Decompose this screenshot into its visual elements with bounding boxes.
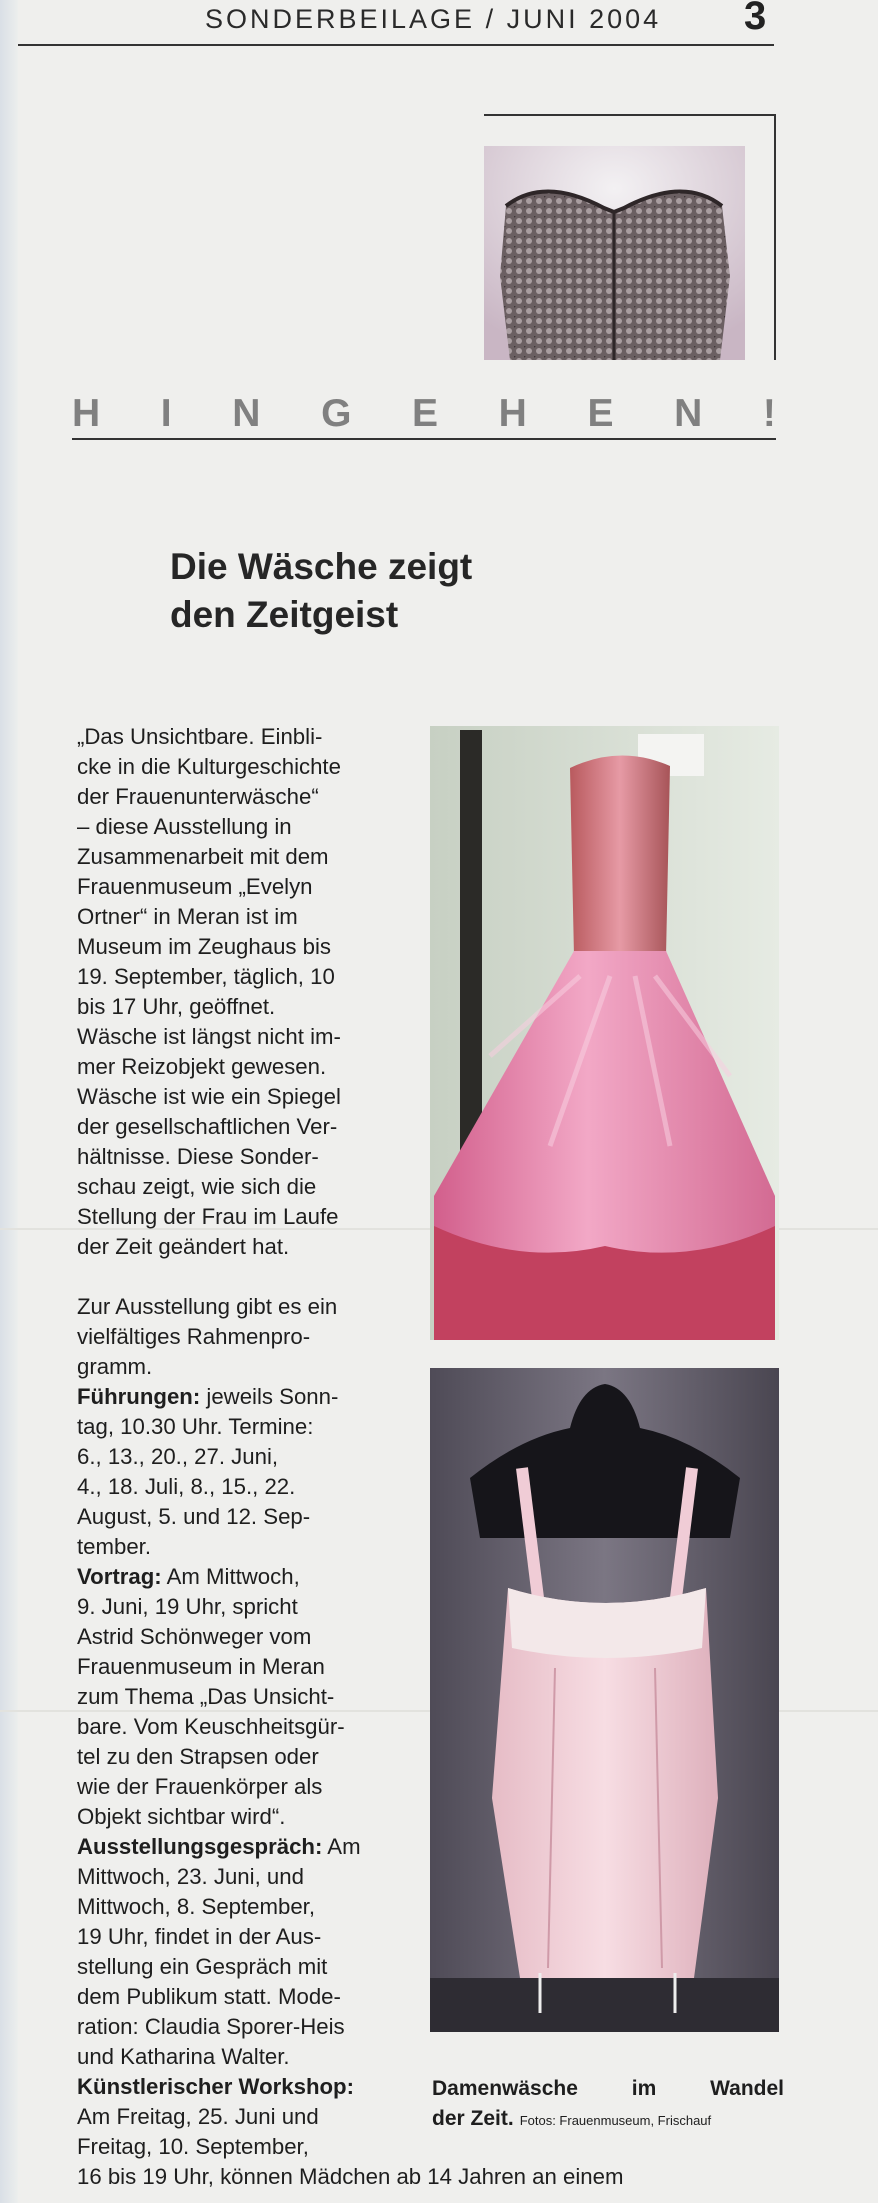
paper-edge: [0, 0, 18, 2203]
body-line: stellung ein Gespräch mit: [77, 1954, 328, 1979]
photo-frame-right: [774, 114, 776, 360]
body-text: Am Mittwoch,: [161, 1564, 300, 1589]
body-line: Frauenmuseum in Meran: [77, 1654, 325, 1679]
body-line: Am Freitag, 25. Juni und: [77, 2104, 319, 2129]
body-line: Astrid Schönweger vom: [77, 1624, 312, 1649]
kicker-letter: G: [321, 392, 352, 435]
body-line: Frauenmuseum „Evelyn: [77, 874, 313, 899]
kicker-letter: E: [412, 392, 439, 435]
photo-caption: [432, 2074, 784, 2136]
program-intro: [77, 1292, 413, 1382]
body-line: ration: Claudia Sporer-Heis: [77, 2014, 345, 2039]
article-headline: [170, 543, 650, 639]
caption-word: Wandel: [710, 2077, 784, 2100]
kicker-letter: !: [762, 392, 776, 435]
headline-line: Die Wäsche zeigt: [170, 546, 473, 587]
body-line: bis 17 Uhr, geöffnet.: [77, 994, 276, 1019]
body-line: Zur Ausstellung gibt es ein: [77, 1294, 338, 1319]
section-label: Ausstellungsgespräch:: [77, 1834, 323, 1859]
body-line: August, 5. und 12. Sep-: [77, 1504, 311, 1529]
body-line: vielfältiges Rahmenpro-: [77, 1324, 311, 1349]
corselet-photo: [430, 1368, 779, 2032]
body-line: Stellung der Frau im Laufe: [77, 1204, 339, 1229]
body-line: 19. September, täglich, 10: [77, 964, 335, 989]
kicker-letter: H: [498, 392, 527, 435]
section-label: Führungen:: [77, 1384, 201, 1409]
body-line: [77, 1382, 413, 1412]
body-line: Mittwoch, 23. Juni, und: [77, 1864, 304, 1889]
body-line: bare. Vom Keuschheitsgür-: [77, 1714, 345, 1739]
body-line: Zusammenarbeit mit dem: [77, 844, 329, 869]
body-line: schau zeigt, wie sich die: [77, 1174, 317, 1199]
kicker-hingehen: [72, 384, 776, 444]
pink-dress-photo: [430, 726, 779, 1340]
supplement-header: SONDERBEILAGE / JUNI 2004: [205, 4, 662, 34]
body-line: dem Publikum statt. Mode-: [77, 1984, 341, 2009]
body-line: gramm.: [77, 1354, 153, 1379]
body-line: hältnisse. Diese Sonder-: [77, 1144, 319, 1169]
body-line: und Katharina Walter.: [77, 2044, 290, 2069]
body-line: Wäsche ist wie ein Spiegel: [77, 1084, 341, 1109]
body-line: der Zeit geändert hat.: [77, 1234, 290, 1259]
body-text: jeweils Sonn-: [200, 1384, 339, 1409]
body-line: mer Reizobjekt gewesen.: [77, 1054, 327, 1079]
body-line: 4., 18. Juli, 8., 15., 22.: [77, 1474, 296, 1499]
body-text: Am: [322, 1834, 361, 1859]
body-line: der Frauenunterwäsche“: [77, 784, 319, 809]
caption-word: im: [631, 2077, 657, 2100]
kicker-letter: N: [232, 392, 261, 435]
headline-line: den Zeitgeist: [170, 594, 399, 635]
body-line: – diese Ausstellung in: [77, 814, 292, 839]
body-line: Objekt sichtbar wird“.: [77, 1804, 286, 1829]
section-vortrag: [77, 1562, 413, 1832]
body-line: wie der Frauenkörper als: [77, 1774, 323, 1799]
body-line: Freitag, 10. September,: [77, 2134, 309, 2159]
body-line: [77, 1562, 413, 1592]
body-line: Ortner“ in Meran ist im: [77, 904, 298, 929]
article-intro: [77, 722, 413, 1262]
paragraph-gap: [77, 1262, 413, 1292]
header-rule: [18, 44, 774, 46]
body-line: Museum im Zeughaus bis: [77, 934, 332, 959]
section-label: Vortrag:: [77, 1564, 162, 1589]
body-line: [77, 2072, 413, 2102]
caption-line: [432, 2074, 784, 2104]
section-fuehrungen: [77, 1382, 413, 1562]
section-ausstellungsgespraech: [77, 1832, 413, 2072]
kicker-letter: E: [587, 392, 614, 435]
caption-word: Damenwäsche: [432, 2077, 578, 2100]
kicker-rule: [72, 438, 776, 440]
caption-text: der Zeit.: [432, 2107, 514, 2130]
kicker-letter: I: [160, 392, 172, 435]
body-line: der gesellschaftlichen Ver-: [77, 1114, 338, 1139]
caption-line: [432, 2104, 784, 2136]
photo-credit: Fotos: Frauenmuseum, Frischauf: [519, 2113, 712, 2128]
body-line: [77, 1832, 413, 1862]
section-label: Künstlerischer Workshop:: [77, 2074, 354, 2099]
body-line: „Das Unsichtbare. Einbli-: [77, 724, 323, 749]
body-line: tel zu den Strapsen oder: [77, 1744, 319, 1769]
body-line: Wäsche ist längst nicht im-: [77, 1024, 341, 1049]
body-line: 19 Uhr, findet in der Aus-: [77, 1924, 322, 1949]
body-line: 6., 13., 20., 27. Juni,: [77, 1444, 279, 1469]
bustier-photo: [484, 146, 745, 360]
kicker-letter: N: [674, 392, 703, 435]
kicker-letter: H: [72, 392, 101, 435]
body-line: tember.: [77, 1534, 151, 1559]
body-line: Mittwoch, 8. September,: [77, 1894, 316, 1919]
body-line: 9. Juni, 19 Uhr, spricht: [77, 1594, 298, 1619]
page-number: 3: [744, 0, 767, 38]
photo-frame-top: [484, 114, 776, 116]
body-line: zum Thema „Das Unsicht-: [77, 1684, 335, 1709]
body-line: 16 bis 19 Uhr, können Mädchen ab 14 Jahren an einem: [77, 2164, 624, 2189]
body-line: cke in die Kulturgeschichte: [77, 754, 341, 779]
body-line: tag, 10.30 Uhr. Termine:: [77, 1414, 314, 1439]
